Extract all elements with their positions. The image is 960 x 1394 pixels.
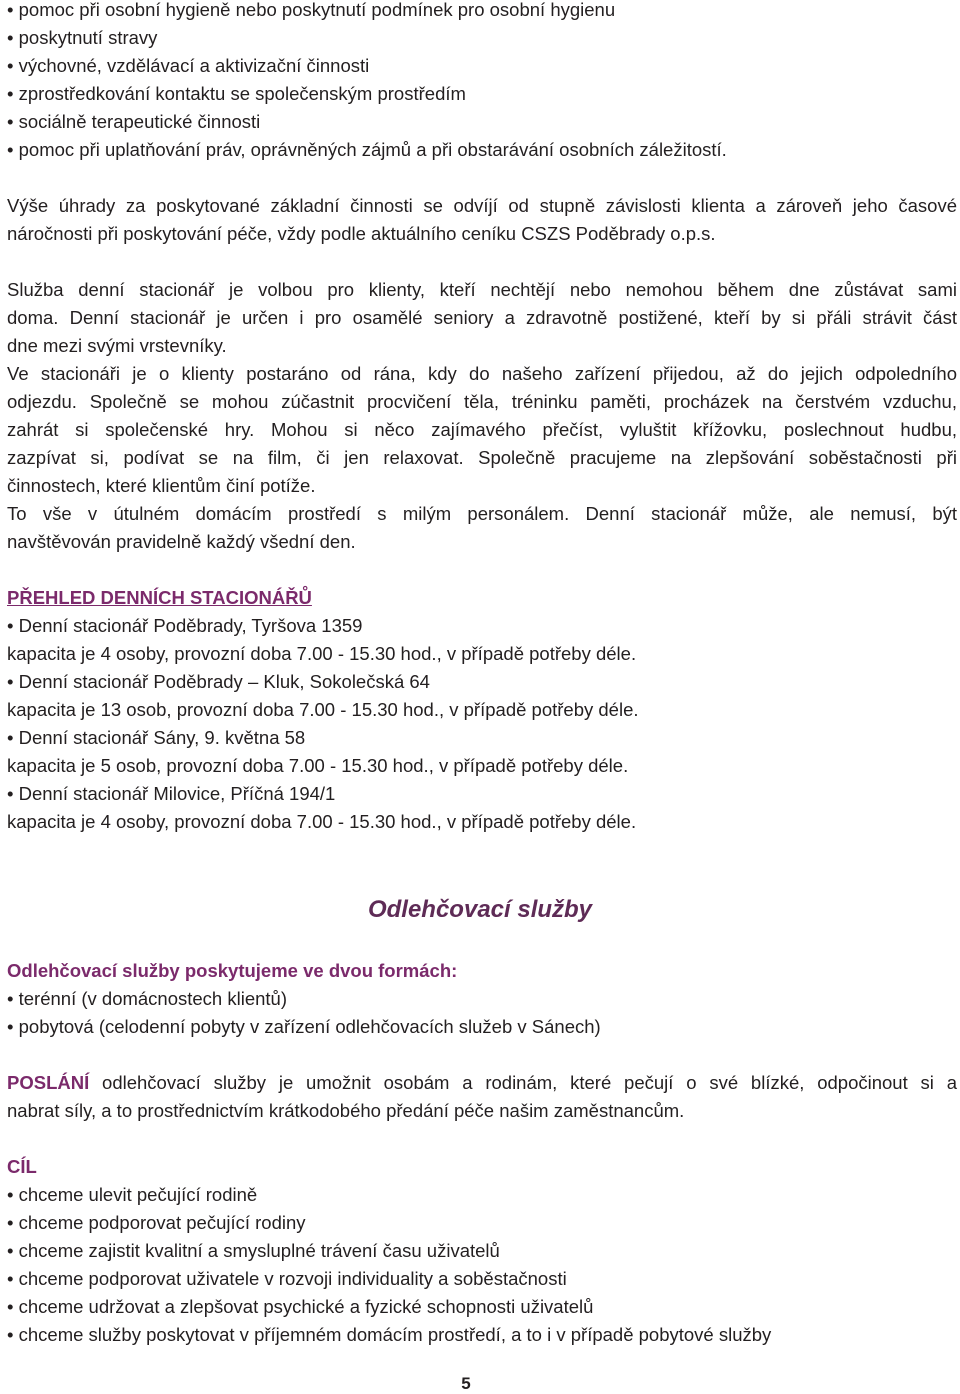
form-item: • terénní (v domácnostech klientů)	[7, 988, 288, 1009]
facility-name: • Denní stacionář Milovice, Příčná 194/1	[7, 783, 336, 804]
service-text-line: doma. Denní stacionář je určen i pro osamělé seniory a zdravotně postižené, kteří by si přáli strávit část	[7, 307, 957, 328]
mission-label: POSLÁNÍ	[7, 1072, 90, 1093]
service-text-line: Služba denní stacionář je volbou pro klienty, kteří nechtějí nebo nemohou během dne zůstávat sami	[7, 279, 957, 300]
goal-item: • chceme podporovat pečující rodiny	[7, 1212, 306, 1233]
forms-heading: Odlehčovací služby poskytujeme ve dvou formách:	[7, 960, 458, 981]
service-text-line: dne mezi svými vrstevníky.	[7, 335, 227, 356]
facility-detail: kapacita je 4 osoby, provozní doba 7.00 - 15.30 hod., v případě potřeby déle.	[7, 811, 637, 832]
overview-heading: PŘEHLED DENNÍCH STACIONÁŘŮ	[7, 587, 312, 608]
intro-bullet: • výchovné, vzdělávací a aktivizační činnosti	[7, 55, 370, 76]
intro-bullet: • sociálně terapeutické činnosti	[7, 111, 261, 132]
goal-item: • chceme podporovat uživatele v rozvoji individuality a soběstačnosti	[7, 1268, 567, 1289]
intro-bullet: • zprostředkování kontaktu se společenským prostředím	[7, 83, 466, 104]
service-text-line: navštěvován pravidelně každý všední den.	[7, 531, 356, 552]
goal-item: • chceme ulevit pečující rodině	[7, 1184, 258, 1205]
goal-heading: CÍL	[7, 1156, 37, 1177]
fees-text-line: náročnosti při poskytování péče, vždy podle aktuálního ceníku CSZS Poděbrady o.p.s.	[7, 223, 716, 244]
page-number: 5	[461, 1374, 471, 1393]
form-item: • pobytová (celodenní pobyty v zařízení odlehčovacích služeb v Sánech)	[7, 1016, 601, 1037]
service-text-line: Ve stacionáři je o klienty postaráno od rána, kdy do našeho zařízení přijedou, až do jejich odpoledního	[7, 363, 957, 384]
fees-text-line: Výše úhrady za poskytované základní činnosti se odvíjí od stupně závislosti klienta a zároveň jeho časové	[7, 195, 957, 216]
facility-detail: kapacita je 5 osob, provozní doba 7.00 - 15.30 hod., v případě potřeby déle.	[7, 755, 629, 776]
mission-line: nabrat síly, a to prostřednictvím krátkodobého předání péče našim zaměstnancům.	[7, 1100, 685, 1121]
service-text-line: zahrát si společenské hry. Mohou si něco zajímavého přečíst, vyluštit křížovku, poslechnout hudbu,	[7, 419, 957, 440]
intro-bullet: • pomoc při osobní hygieně nebo poskytnutí podmínek pro osobní hygienu	[7, 0, 616, 20]
service-text-line: To vše v útulném domácím prostředí s milým personálem. Denní stacionář může, ale nemusí, být	[7, 503, 957, 524]
intro-bullet: • pomoc při uplatňování práv, oprávněných zájmů a při obstarávání osobních záležitostí.	[7, 139, 727, 160]
facility-name: • Denní stacionář Poděbrady – Kluk, Sokolečská 64	[7, 671, 430, 692]
section-title: Odlehčovací služby	[367, 896, 593, 923]
intro-bullet: • poskytnutí stravy	[7, 27, 158, 48]
goal-item: • chceme služby poskytovat v příjemném domácím prostředí, a to i v případě pobytové služby	[7, 1324, 772, 1345]
facility-detail: kapacita je 4 osoby, provozní doba 7.00 - 15.30 hod., v případě potřeby déle.	[7, 643, 637, 664]
service-text-line: odjezdu. Společně se mohou zúčastnit procvičení těla, tréninku paměti, procházek na čerstvém vzduchu,	[7, 391, 957, 412]
mission-text: odlehčovací služby je umožnit osobám a rodinám, které pečují o své blízké, odpočinout si a	[89, 1072, 957, 1093]
service-text-line: zazpívat si, podívat se na film, či jen relaxovat. Společně pracujeme na zlepšování soběstačnosti při	[7, 447, 957, 468]
goal-item: • chceme udržovat a zlepšovat psychické a fyzické schopnosti uživatelů	[7, 1296, 594, 1317]
facility-detail: kapacita je 13 osob, provozní doba 7.00 - 15.30 hod., v případě potřeby déle.	[7, 699, 639, 720]
facility-name: • Denní stacionář Sány, 9. května 58	[7, 727, 306, 748]
goal-item: • chceme zajistit kvalitní a smysluplné trávení času uživatelů	[7, 1240, 500, 1261]
mission-line	[7, 1069, 957, 1097]
service-text-line: činnostech, které klientům činí potíže.	[7, 475, 316, 496]
facility-name: • Denní stacionář Poděbrady, Tyršova 1359	[7, 615, 363, 636]
